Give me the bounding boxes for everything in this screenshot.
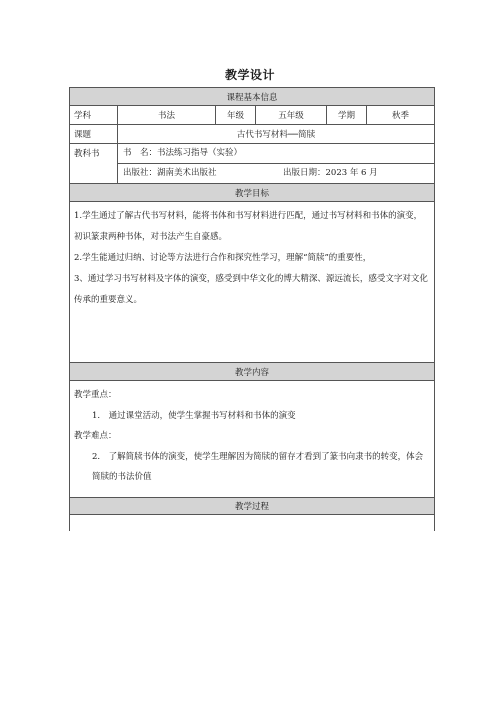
document-title: 教学设计 (224, 68, 275, 82)
goals-body (70, 202, 435, 363)
term-label: 学期 (327, 106, 367, 125)
goal-item-3: 3、通过学习书写材料及字体的演变，感受到中华文化的博大精深、源远流长，感受文字对文化传承的重要意义。 (74, 274, 428, 305)
subject-label: 学科 (70, 106, 118, 125)
content-body (70, 381, 435, 498)
difficult-points-label: 教学难点： (74, 431, 117, 441)
term-value: 秋季 (367, 106, 435, 125)
process-body (70, 515, 435, 532)
grade-value: 五年级 (256, 106, 327, 125)
goal-item-2: 2.学生能通过归纳、讨论等方法进行合作和探究性学习，理解“简牍”的重要性， (74, 253, 372, 263)
content-header: 教学内容 (70, 363, 435, 381)
publisher: 出版社：湖南美术出版社 (123, 168, 217, 178)
difficult-point-item: 2. 了解简牍书体的演变，使学生理解因为简牍的留存才看到了篆书向隶书的转变，体会简牍的书法价值 (92, 451, 424, 482)
textbook-label: 教科书 (70, 144, 118, 184)
lesson-design-table (69, 87, 435, 531)
textbook-info (118, 144, 435, 184)
grade-label: 年级 (216, 106, 256, 125)
goal-item-1: 1.学生通过了解古代书写材料，能将书体和书写材料进行匹配，通过书写材料和书体的演变，初识篆隶两种书体，对书法产生自豪感。 (74, 211, 423, 242)
key-point-item: 1. 通过课堂活动，使学生掌握书写材料和书体的演变 (92, 410, 296, 421)
subject-value: 书法 (118, 106, 216, 125)
topic-value: 古代书写材料──简牍 (118, 125, 435, 144)
book-name: 书 名：书法练习指导（实验） (118, 144, 434, 164)
topic-label: 课题 (70, 125, 118, 144)
publisher-row (118, 164, 434, 183)
publish-date: 出版日期：2023 年 6 月 (283, 168, 378, 178)
goals-header: 教学目标 (70, 184, 435, 202)
process-header: 教学过程 (70, 498, 435, 515)
key-points-label: 教学重点： (74, 390, 117, 400)
basic-info-header: 课程基本信息 (70, 88, 435, 106)
